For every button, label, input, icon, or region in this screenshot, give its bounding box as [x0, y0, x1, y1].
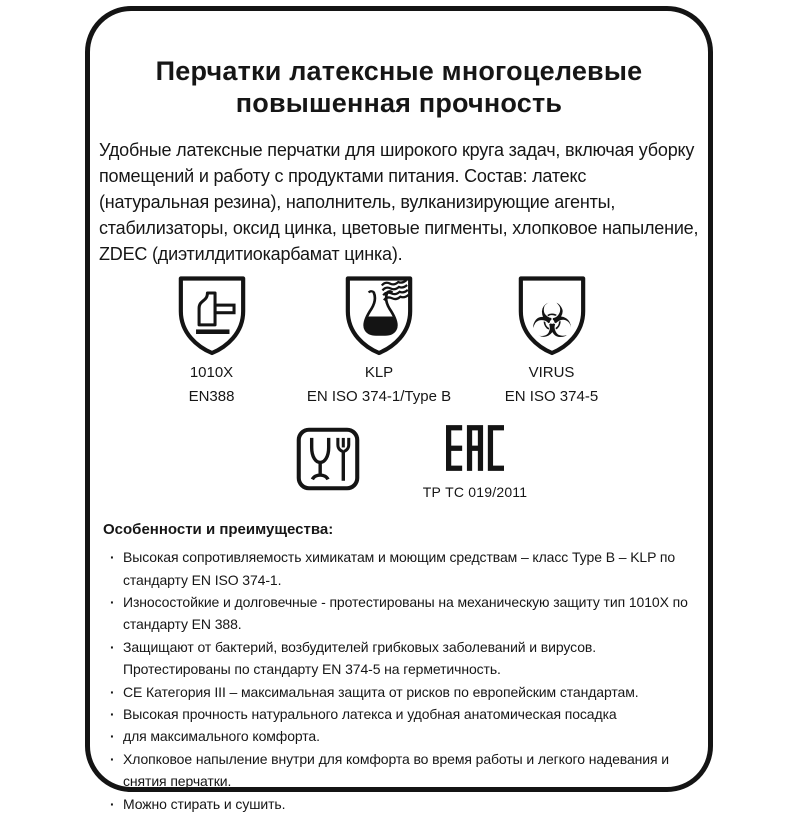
- cert-standard: EN ISO 374-1/Type B: [306, 388, 452, 406]
- eac-regulation-caption: ТР ТС 019/2011: [422, 484, 528, 501]
- bullet-dot: ·: [110, 728, 115, 745]
- cert-virus: [459, 273, 644, 409]
- bullet-dot: ·: [110, 638, 115, 655]
- cert-code: 1010X: [189, 364, 234, 382]
- conformity-marks-row: [116, 425, 718, 500]
- list-item: [103, 546, 695, 591]
- eac-letter-e: [446, 425, 462, 471]
- biohazard-shield-icon: [514, 273, 590, 357]
- bullet-dot: ·: [110, 795, 115, 812]
- food-safe-mark: [294, 425, 362, 493]
- cert-mechanical: [124, 273, 299, 409]
- page-title: [98, 55, 700, 119]
- chemical-hazard-shield-icon: [341, 273, 417, 357]
- bullet-dot: ·: [110, 593, 115, 610]
- hammer-handle: [215, 305, 234, 313]
- flask-liquid: [365, 317, 396, 335]
- title-line-1: Перчатки латексные многоцелевые: [155, 56, 643, 87]
- feature-text: Износостойкие и долговечные - протестированы на механическую защиту тип 1010X по стандарту EN 388.: [123, 593, 688, 633]
- bullet-dot: ·: [110, 683, 115, 700]
- product-label-card: [85, 6, 713, 812]
- cert-standard: EN388: [188, 388, 235, 406]
- eac-letter-c: [488, 425, 504, 471]
- list-item: [103, 725, 695, 747]
- eac-letter-a: [467, 425, 483, 471]
- feature-text: CE Категория III – максимальная защита от рисков по европейским стандартам.: [123, 683, 639, 700]
- features-list: [103, 546, 695, 815]
- eac-mark-block: [410, 425, 540, 500]
- features-section: [103, 520, 700, 815]
- list-item: [103, 681, 695, 703]
- list-item: [103, 591, 695, 636]
- product-description: Удобные латексные перчатки для широкого круга задач, включая уборку помещений и работу с продуктами питания. Состав: латекс (натуральная резина), наполнитель, вулканизирующие агенты, стабилизаторы, оксид цинка, цветовые пигменты, хлопковое напыление, ZDEC (диэтилдитиокарбамат цинка).: [99, 140, 699, 265]
- title-line-2: повышенная прочность: [235, 88, 563, 119]
- feature-text: Хлопковое напыление внутри для комфорта во время работы и легкого надевания и снятия перчатки.: [123, 750, 669, 790]
- cert-standard: EN ISO 374-5: [504, 388, 599, 406]
- wine-glass-bowl: [312, 438, 329, 462]
- bullet-dot: ·: [110, 706, 115, 722]
- bullet-dot: ·: [110, 549, 115, 566]
- cert-chemical: [299, 273, 459, 409]
- list-item: [103, 703, 695, 725]
- feature-text: Высокая сопротивляемость химикатам и моющим средствам – класс Type B – KLP по стандарту EN ISO 374-1.: [123, 549, 676, 588]
- hammer-head: [199, 293, 215, 325]
- feature-text: Защищают от бактерий, возбудителей грибковых заболеваний и вирусов. Протестированы по стандарту EN 374-5 на герметичность.: [123, 638, 597, 678]
- cert-code: KLP: [364, 364, 394, 382]
- wine-glass-fork-icon: [294, 425, 362, 493]
- shield-outline: [180, 279, 242, 353]
- eac-mark-icon: [446, 425, 504, 471]
- cert-code: VIRUS: [528, 364, 575, 382]
- wine-glass-base: [312, 475, 328, 479]
- shield-outline: [348, 279, 410, 353]
- biohazard-symbol: ☣: [530, 294, 573, 350]
- mechanical-hazard-shield-icon: [174, 273, 250, 357]
- certification-icons-row: [124, 273, 644, 409]
- feature-text: для максимального комфорта.: [123, 728, 320, 745]
- feature-text: Можно стирать и сушить.: [123, 795, 286, 812]
- hammer-base-line: [196, 330, 229, 335]
- bullet-dot: ·: [110, 750, 115, 767]
- flask-lip-left: [369, 291, 374, 292]
- flask-lip-right: [387, 291, 392, 292]
- features-heading: Особенности и преимущества:: [103, 521, 334, 539]
- feature-text: Высокая прочность натурального латекса и удобная анатомическая посадка: [123, 706, 617, 722]
- list-item: [103, 793, 695, 815]
- list-item: [103, 636, 695, 681]
- list-item: [103, 748, 695, 793]
